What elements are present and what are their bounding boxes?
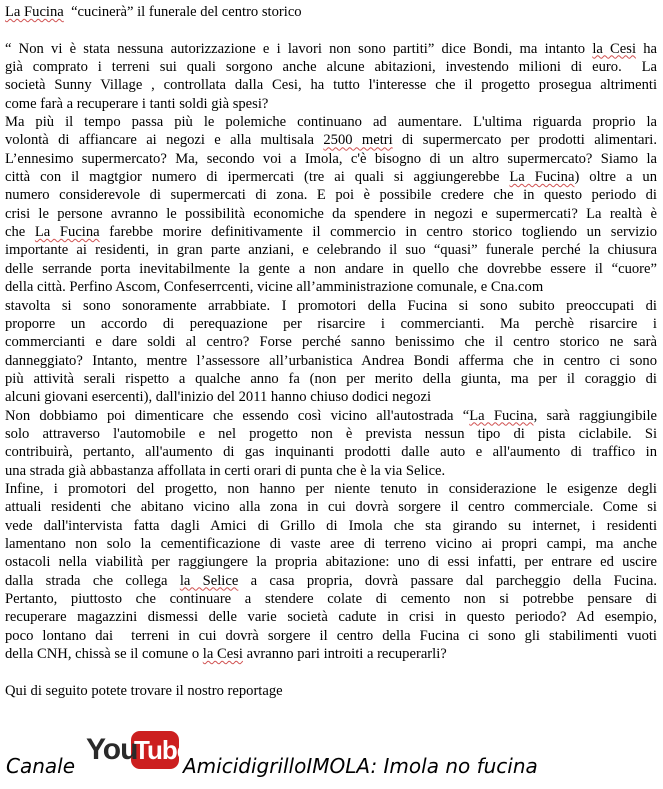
article-line [5,278,657,296]
article-line [5,590,657,608]
text-segment: importante ai residenti, in gran parte anziani, e celebrando il suo “quasi” funerale perché la chiusura [5,242,657,259]
text-segment: come farà a recuperare i tanti soldi già spesi? [5,95,269,112]
article-line [5,517,657,535]
article-line [5,95,657,113]
article-line [5,645,657,663]
underlined-term: La Fucina [5,4,64,20]
text-segment: , sarà raggiungibile [533,407,657,424]
text-segment: che [5,224,35,241]
text-segment: ) oltre a un [574,169,658,186]
text-segment: stavolta si sono sonoramente arrabbiate. I promotori della Fucina si sono subito preoccupati di [5,297,657,314]
text-segment: “ Non vi è stata nessuna autorizzazione e i lavori non sono partiti” dice Bondi, ma intanto [5,40,593,57]
article-line [5,608,657,626]
article-line [5,535,657,553]
text-segment: della città. Perfino Ascom, Confeserrcenti, vicine all’amministrazione comunale, e Cna.com [5,279,544,296]
article-line [5,370,657,388]
text-segment: Qui di seguito potete trovare il nostro reportage [5,682,283,699]
text-segment: città con il magtgior numero di ipermercati (tre ai quali si aggiungerebbe [5,169,510,186]
text-segment: crisi le persone avranno le possibilità economiche da spendere in negozi e supermercati? La realtà è [5,205,657,222]
article-line [5,76,657,94]
underlined-term: la Cesi [592,40,636,57]
text-segment: numero considerevole di supermercati di zona. E poi è possibile credere che in questo periodo di [5,187,657,204]
text-segment: delle serrande porta inevitabilmente la gente a non andare in quello che dovrebbe essere il “cuore” [5,260,658,277]
text-segment: più attività serali rispetto a qualche anno fa (non per merito della giunta, ma per il coraggio di [5,370,657,387]
text-segment: una strada già abbastanza affollata in certi orari di punta che è la via Selice. [5,462,446,479]
underlined-term: La Fucina [469,407,534,424]
text-segment: proporre un accordo di perequazione per risarcire i commercianti. Ma perchè risarcire i [5,315,657,332]
channel-name: AmicidigrilloIMOLA: Imola no fucina [183,754,538,778]
article-line [5,260,657,278]
text-segment: farebbe morire definitivamente il commercio in centro storico togliendo un servizio [99,224,657,241]
article-line [5,58,657,76]
article-line [5,425,657,443]
text-segment: avranno pari introiti a recuperarli? [242,646,447,663]
text-segment: commercianti e dare soldi al centro? Forse perché sanno benissimo che il centro storico ne sarà [5,334,657,351]
text-segment: dalla strada che collega [5,572,180,589]
article-body [5,3,657,700]
article-line [5,168,657,186]
text-segment: della CNH, chissà se il comune o [5,646,203,663]
article-line [5,131,657,149]
blank-line [5,21,657,39]
text-segment: “cucinerà” il funerale del centro storico [63,4,302,20]
article-line [5,241,657,259]
text-segment: di supermercato per prodotti alimentari. [392,132,658,149]
article-title [5,3,657,21]
youtube-channel-footer [6,727,656,787]
text-segment: volontà di affiancare ai negozi e alla multisala [5,132,324,149]
article-line [5,223,657,241]
article-line [5,205,657,223]
article-line [5,462,657,480]
text-segment: già comprato i terreni sui quali sorgono anche alcune abitazioni, investendo milioni di euro. La [5,59,657,76]
article-line [5,352,657,370]
underlined-term: La Fucina [34,224,100,241]
article-line [5,498,657,516]
article-line [5,186,657,204]
text-segment: società Sunny Village , controllata dalla Cesi, ha tutto l'interesse che il progetto prosegua altrimenti [5,77,657,94]
youtube-logo-you: You [86,733,138,766]
blank-line [5,663,657,681]
article-line [5,150,657,168]
article-line [5,572,657,590]
article-line [5,553,657,571]
article-line [5,388,657,406]
text-segment: Ma più il tempo passa più le polemiche continuano ad aumentare. L'ultima riguarda proprio la [5,114,658,131]
article-line [5,113,657,131]
text-segment: vede dall'intervista fatta dagli Amici di Grillo di Imola che sta girando su internet, i residenti [5,517,657,534]
text-segment: contribuirà, pertanto, all'aumento di gas inquinanti prodotti dalle auto e all'aumento di traffico in [5,444,658,461]
text-segment: recuperare magazzini dismessi delle varie società cadute in crisi in questo periodo? Ad esempio, [5,609,658,626]
text-segment: lamentano non solo la cementificazione di vaste aree di terreno vicino ai propri campi, ma anche [5,535,657,552]
underlined-term: la Selice [179,572,239,589]
article-line [5,627,657,645]
article-line [5,297,657,315]
article-line [5,480,657,498]
article-line [5,40,657,58]
youtube-logo-tube: Tube [134,735,191,765]
text-segment: Pertanto, piuttosto che continuare a stendere colate di cemento non si potrebbe pensare di [5,591,657,607]
underlined-term: La Fucina [509,169,575,186]
underlined-term: 2500 metri [323,132,393,149]
underlined-term: la Cesi [202,646,243,663]
text-segment: danneggiato? Intanto, mentre l’assessore all’urbanistica Andrea Bondi afferma che in centro ci sono [5,352,657,369]
text-segment: ha [636,40,657,57]
text-segment: Non dobbiamo poi dimenticare che essendo così vicino all'autostrada “ [5,407,470,424]
text-segment: attuali residenti che abitano vicino alla zona in cui dovrà sorgere il centro commerciale. Come si [5,499,657,516]
article-line [5,407,657,425]
channel-prefix: Canale [6,754,76,778]
text-segment: a casa propria, dovrà passare dal parcheggio della Fucina. [238,572,657,589]
article-line [5,333,657,351]
youtube-logo[interactable] [86,730,191,776]
article-line [5,682,657,700]
text-segment: solo attraverso l'automobile e nel progetto non è prevista nessun tipo di pista ciclabile. Si [5,425,657,442]
text-segment: L’ennesimo supermercato? Ma, secondo voi a Imola, c'è bisogno di un altro supermercato? Siamo la [5,150,657,167]
article-line [5,315,657,333]
text-segment: alcuni giovani esercenti), dall'inizio del 2011 hanno chiuso dodici negozi [5,389,431,406]
text-segment: ostacoli nella viabilità per raggiungere la propria abitazione: uno di essi infatti, per entrare ed uscire [5,554,657,571]
text-segment: poco lontano dai terreni in cui dovrà sorgere il centro della Fucina ci sono gli stabilimenti vuoti [5,627,657,644]
article-line [5,443,657,461]
text-segment: Infine, i promotori del progetto, non hanno per niente tenuto in considerazione le esigenze degli [5,480,657,497]
